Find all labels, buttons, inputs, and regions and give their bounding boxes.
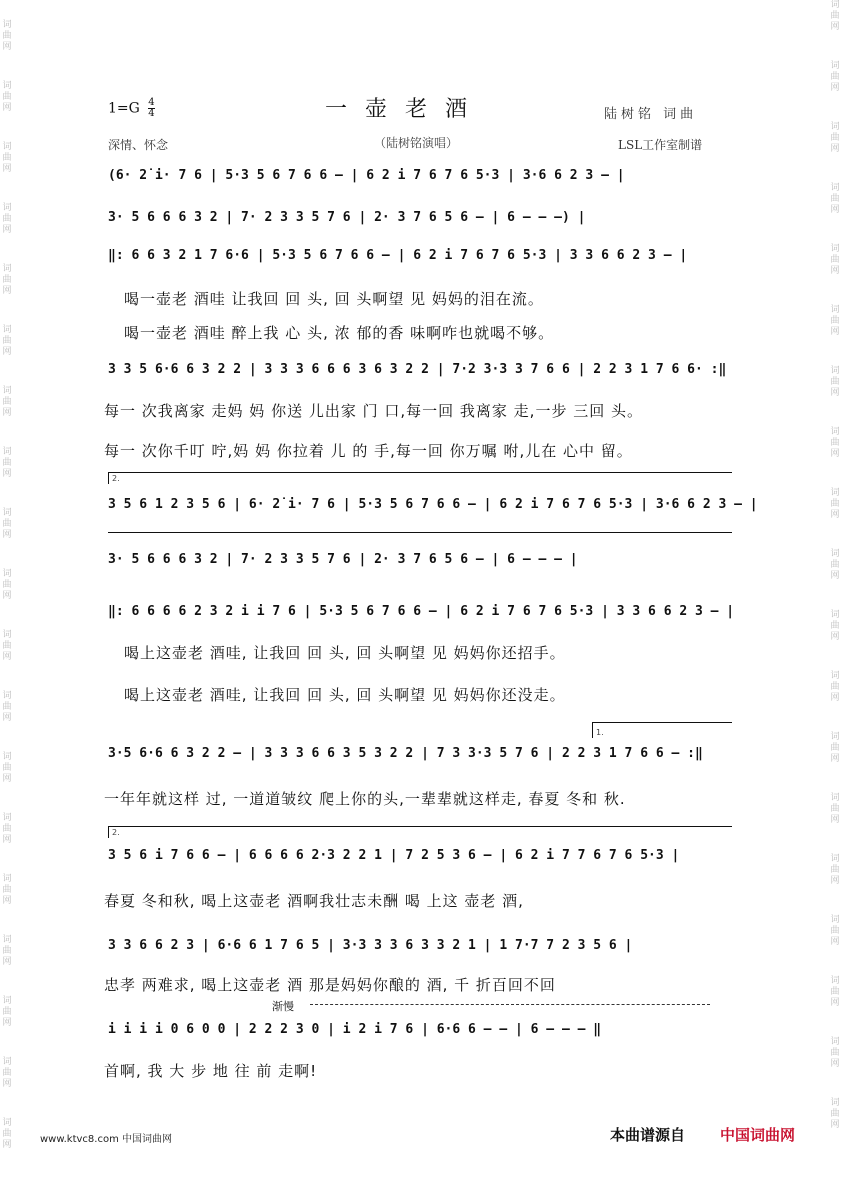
watermark-group: 词 曲 网 (2, 691, 12, 723)
footer-url: www.ktvc8.com 中国词曲网 (40, 1134, 173, 1145)
lyric-line: 首啊, 我 大 步 地 往 前 走啊! (104, 1062, 318, 1080)
notation-line: 3·5 6·6 6 3 2 2 – | 3 3 3 6 6 3 5 3 2 2 | 7 3 3·3 5 7 6 | 2 2 3 1 7 6 6 – :‖ (108, 746, 703, 761)
studio-credit: LSL工作室制谱 (618, 138, 703, 152)
watermark-group: 词 曲 网 (830, 854, 840, 886)
watermark-group: 词 曲 网 (2, 20, 12, 52)
notation-line: 3 5 6 1 2 3 5 6 | 6· 2̇ i· 7 6 | 5·3 5 6 7 6 6 – | 6 2 i 7 6 7 6 5·3 | 3·6 6 2 3 – | (108, 497, 758, 512)
notation-line: 3 3 6 6 2 3 | 6·6 6 1 7 6 5 | 3·3 3 3 6 3 3 2 1 | 1 7·7 7 2 3 5 6 | (108, 938, 633, 953)
mood-marking: 深情、怀念 (108, 138, 169, 152)
watermark-group: 词 曲 网 (830, 549, 840, 581)
watermark-group: 词 曲 网 (830, 366, 840, 398)
watermark-group: 词 曲 网 (830, 1098, 840, 1130)
volta-1-label: 1. (596, 728, 604, 737)
watermark-group: 词 曲 网 (2, 325, 12, 357)
lyric-line: 每一 次我离家 走妈 妈 你送 儿出家 门 口,每一回 我离家 走,一步 三回 头。 (104, 402, 643, 420)
lyric-line: 一年年就这样 过, 一道道皱纹 爬上你的头,一辈辈就这样走, 春夏 冬和 秋. (104, 790, 626, 808)
notation-line: 3 3 5 6·6 6 3 2 2 | 3 3 3 6 6 6 3 6 3 2 2 | 7·2 3·3 3 7 6 6 | 2 2 3 1 7 6 6· :‖ (108, 362, 727, 377)
volta-bracket (108, 472, 109, 484)
section-divider (108, 472, 732, 473)
watermark-group: 词 曲 网 (830, 671, 840, 703)
lyric-line: 忠孝 两难求, 喝上这壶老 酒 那是妈妈你酿的 酒, 千 折百回不回 (104, 976, 556, 994)
lyric-line: 喝一壶老 酒哇 醉上我 心 头, 浓 郁的香 味啊咋也就喝不够。 (124, 324, 555, 342)
watermark-group: 词 曲 网 (2, 752, 12, 784)
section-divider (108, 532, 732, 533)
watermark-group: 词 曲 网 (830, 793, 840, 825)
watermark-group: 词 曲 网 (830, 427, 840, 459)
watermark-group: 词 曲 网 (2, 935, 12, 967)
lyric-line: 喝上这壶老 酒哇, 让我回 回 头, 回 头啊望 见 妈妈你还招手。 (124, 644, 566, 662)
section-divider (108, 826, 732, 827)
notation-line: ‖: 6 6 6 6 2 3 2 i i 7 6 | 5·3 5 6 7 6 6 – | 6 2 i 7 6 7 6 5·3 | 3 3 6 6 2 3 – | (108, 604, 735, 619)
watermark-group: 词 曲 网 (2, 569, 12, 601)
watermark-group: 词 曲 网 (2, 447, 12, 479)
lyric-line: 每一 次你千叮 咛,妈 妈 你拉着 儿 的 手,每一回 你万嘱 咐,儿在 心中 留。 (104, 442, 633, 460)
watermark-group: 词 曲 网 (2, 1118, 12, 1150)
watermark-group: 词 曲 网 (2, 142, 12, 174)
tempo-marking: 渐慢 (272, 1000, 294, 1013)
lyric-line: 春夏 冬和秋, 喝上这壶老 酒啊我壮志未酬 喝 上这 壶老 酒, (104, 892, 524, 910)
lyric-line: 喝上这壶老 酒哇, 让我回 回 头, 回 头啊望 见 妈妈你还没走。 (124, 686, 566, 704)
watermark-group: 词 曲 网 (2, 81, 12, 113)
watermark-group: 词 曲 网 (830, 732, 840, 764)
watermark-group: 词 曲 网 (2, 874, 12, 906)
notation-line: 3 5 6 i 7 6 6 – | 6 6 6 6 2·3 2 2 1 | 7 2 5 3 6 – | 6 2 i 7 7 6 7 6 5·3 | (108, 848, 680, 863)
lyric-line: 喝一壶老 酒哇 让我回 回 头, 回 头啊望 见 妈妈的泪在流。 (124, 290, 544, 308)
watermark-group: 词 曲 网 (830, 305, 840, 337)
watermark-group: 词 曲 网 (2, 264, 12, 296)
watermark-group: 词 曲 网 (2, 813, 12, 845)
watermark-group: 词 曲 网 (830, 1037, 840, 1069)
watermark-group: 词 曲 网 (830, 0, 840, 32)
watermark-group: 词 曲 网 (830, 915, 840, 947)
watermark-group: 词 曲 网 (2, 508, 12, 540)
watermark-left (2, 20, 12, 1179)
watermark-group: 词 曲 网 (830, 61, 840, 93)
notation-line: 3· 5 6 6 6 3 2 | 7· 2 3 3 5 7 6 | 2· 3 7 6 5 6 – | 6 – – –) | (108, 210, 586, 225)
watermark-group: 词 曲 网 (830, 610, 840, 642)
notation-line: 3· 5 6 6 6 3 2 | 7· 2 3 3 5 7 6 | 2· 3 7 6 5 6 – | 6 – – – | (108, 552, 578, 567)
watermark-group: 词 曲 网 (830, 183, 840, 215)
watermark-group: 词 曲 网 (2, 1057, 12, 1089)
watermark-group: 词 曲 网 (830, 976, 840, 1008)
footer-site-name: 中国词曲网 (720, 1126, 796, 1144)
watermark-group: 词 曲 网 (830, 122, 840, 154)
notation-line: ‖: 6 6 3 2 1 7 6·6 | 5·3 5 6 7 6 6 – | 6 2 i 7 6 7 6 5·3 | 3 3 6 6 2 3 – | (108, 248, 688, 263)
volta-bracket (592, 722, 593, 738)
watermark-group: 词 曲 网 (2, 996, 12, 1028)
footer-source-label: 本曲谱源自 (610, 1126, 686, 1144)
watermark-group: 词 曲 网 (830, 488, 840, 520)
volta-bracket (108, 826, 109, 838)
notation-line: (6· 2̇ i· 7 6 | 5·3 5 6 7 6 6 – | 6 2 i 7 6 7 6 5·3 | 3·6 6 2 3 – | (108, 168, 625, 183)
ritardando-line (310, 1004, 710, 1005)
composer-credit: 陆树铭 词曲 (604, 107, 698, 122)
volta-2-label: 2. (112, 474, 120, 483)
time-signature: $\frac{4}{4}$ (148, 97, 155, 119)
volta-2-label: 2. (112, 828, 120, 837)
song-title: 一壶老酒 (325, 97, 486, 122)
notation-line: i i i i 0 6 0 0 | 2 2 2 3 0 | i 2 i 7 6 | 6·6 6 – – | 6 – – – ‖ (108, 1022, 602, 1037)
key-signature: $1=G \frac{4}{4}$ (108, 97, 155, 119)
watermark-group: 词 曲 网 (2, 630, 12, 662)
watermark-group: 词 曲 网 (2, 386, 12, 418)
watermark-group: 词 曲 网 (2, 203, 12, 235)
volta-bracket (592, 722, 732, 723)
watermark-group: 词 曲 网 (830, 244, 840, 276)
singer-credit: （陆树铭演唱） (374, 136, 459, 150)
